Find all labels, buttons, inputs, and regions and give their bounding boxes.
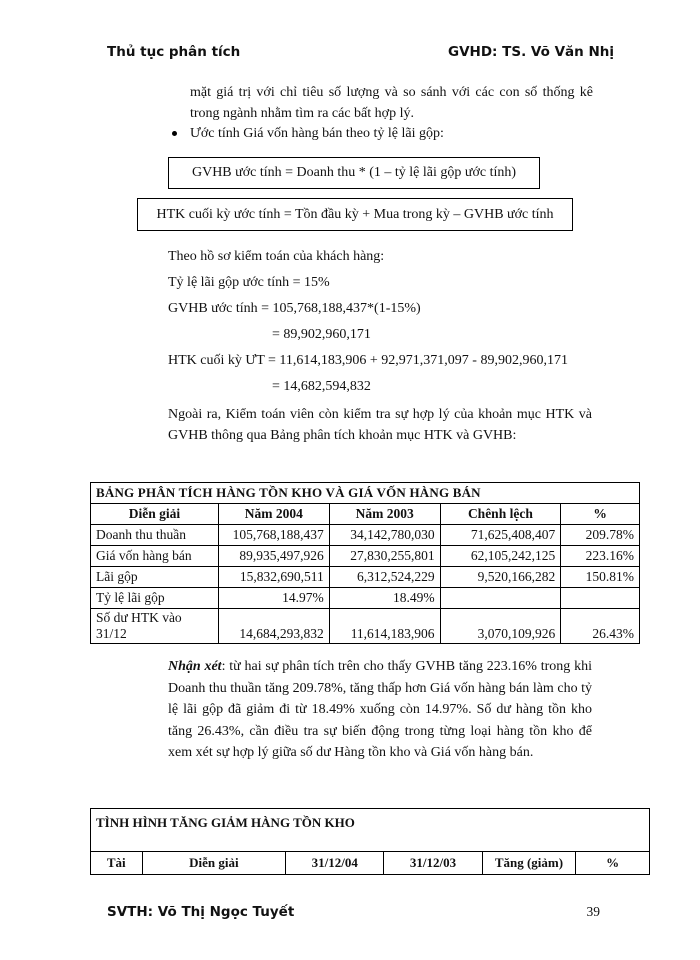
formula-gvhb: GVHB ước tính = Doanh thu * (1 – tỷ lệ lãi gộp ước tính) [168,157,540,189]
table-cell: 150.81% [561,567,640,588]
col-header: % [561,504,640,525]
col-header: Diễn giải [142,852,286,875]
calc-line-3: GVHB ước tính = 105,768,188,437*(1-15%) [168,301,421,316]
table-row [91,546,640,567]
header-right: GVHD: TS. Võ Văn Nhị [448,44,614,60]
comment-paragraph [168,656,592,764]
comment-text: : từ hai sự phân tích trên cho thấy GVHB tăng 223.16% trong khi Doanh thu thuần tăng 209.78%, tăng thấp hơn Giá vốn hàng bán làm cho tỷ lệ lãi gộp đã giảm đi từ 18.49% xuống còn 14.97%. Số dư hàng tồn kho tăng 26.43%, cần điều tra sự biến động trong từng loại hàng tồn kho để xem xét sự hợp lý giữa số dư Hàng tồn kho và Giá vốn hàng bán. [168,659,592,760]
calc-line-4: = 89,902,960,171 [272,327,371,342]
table-cell: 105,768,188,437 [218,525,329,546]
col-header: Chênh lệch [440,504,561,525]
col-header: Năm 2004 [218,504,329,525]
table-cell: 11,614,183,906 [329,609,440,644]
col-header: 31/12/04 [286,852,384,875]
table-cell: 71,625,408,407 [440,525,561,546]
bullet-text: Ước tính Giá vốn hàng bán theo tỷ lệ lãi gộp: [190,126,444,141]
table-cell: 14,684,293,832 [218,609,329,644]
table-cell: 27,830,255,801 [329,546,440,567]
header-left: Thủ tục phân tích [107,44,241,60]
col-header: % [576,852,650,875]
calc-line-2: Tỷ lệ lãi gộp ước tính = 15% [168,275,330,290]
table-cell: 223.16% [561,546,640,567]
bullet-dot-icon [172,131,177,136]
col-header: 31/12/03 [384,852,482,875]
table-row [91,567,640,588]
table-title: BẢNG PHÂN TÍCH HÀNG TỒN KHO VÀ GIÁ VỐN HÀNG BÁN [91,483,640,504]
analysis-paragraph: Ngoài ra, Kiểm toán viên còn kiểm tra sự hợp lý của khoản mục HTK và GVHB thông qua Bảng phân tích khoản mục HTK và GVHB: [168,407,592,443]
formula-htk: HTK cuối kỳ ước tính = Tồn đầu kỳ + Mua trong kỳ – GVHB ước tính [137,198,573,231]
table-row [91,588,640,609]
table-row [91,525,640,546]
table-cell [561,588,640,609]
row-label: Tỷ lệ lãi gộp [91,588,219,609]
table-cell [440,588,561,609]
intro-continuation: mặt giá trị với chỉ tiêu số lượng và so sánh với các con số thống kê trong ngành nhằm tìm ra các bất hợp lý. [190,85,593,121]
row-label: Số dư HTK vào 31/12 [91,609,219,644]
comment-label: Nhận xét [168,659,222,674]
col-header: Năm 2003 [329,504,440,525]
row-label: Doanh thu thuần [91,525,219,546]
page-number: 39 [586,904,600,919]
table-cell: 15,832,690,511 [218,567,329,588]
table-cell: 9,520,166,282 [440,567,561,588]
table2-header-row [91,852,650,875]
col-header: Tài [91,852,143,875]
calc-line-6: = 14,682,594,832 [272,379,371,394]
col-header: Diễn giải [91,504,219,525]
table-cell: 209.78% [561,525,640,546]
footer-author: SVTH: Võ Thị Ngọc Tuyết [107,904,295,920]
inventory-change-table [90,808,650,875]
col-header: Tăng (giảm) [482,852,576,875]
table-header-row [91,504,640,525]
row-label: Giá vốn hàng bán [91,546,219,567]
calc-line-5: HTK cuối kỳ ƯT = 11,614,183,906 + 92,971,371,097 - 89,902,960,171 [168,353,568,368]
table-cell: 34,142,780,030 [329,525,440,546]
table-cell: 14.97% [218,588,329,609]
calc-line-1: Theo hồ sơ kiểm toán của khách hàng: [168,249,385,264]
table-cell: 6,312,524,229 [329,567,440,588]
table-cell: 62,105,242,125 [440,546,561,567]
table2-title: TÌNH HÌNH TĂNG GIẢM HÀNG TỒN KHO [91,809,650,852]
inventory-cogs-table [90,482,640,644]
table-cell: 3,070,109,926 [440,609,561,644]
table-cell: 18.49% [329,588,440,609]
table-cell: 26.43% [561,609,640,644]
row-label: Lãi gộp [91,567,219,588]
table-row [91,609,640,644]
table-cell: 89,935,497,926 [218,546,329,567]
